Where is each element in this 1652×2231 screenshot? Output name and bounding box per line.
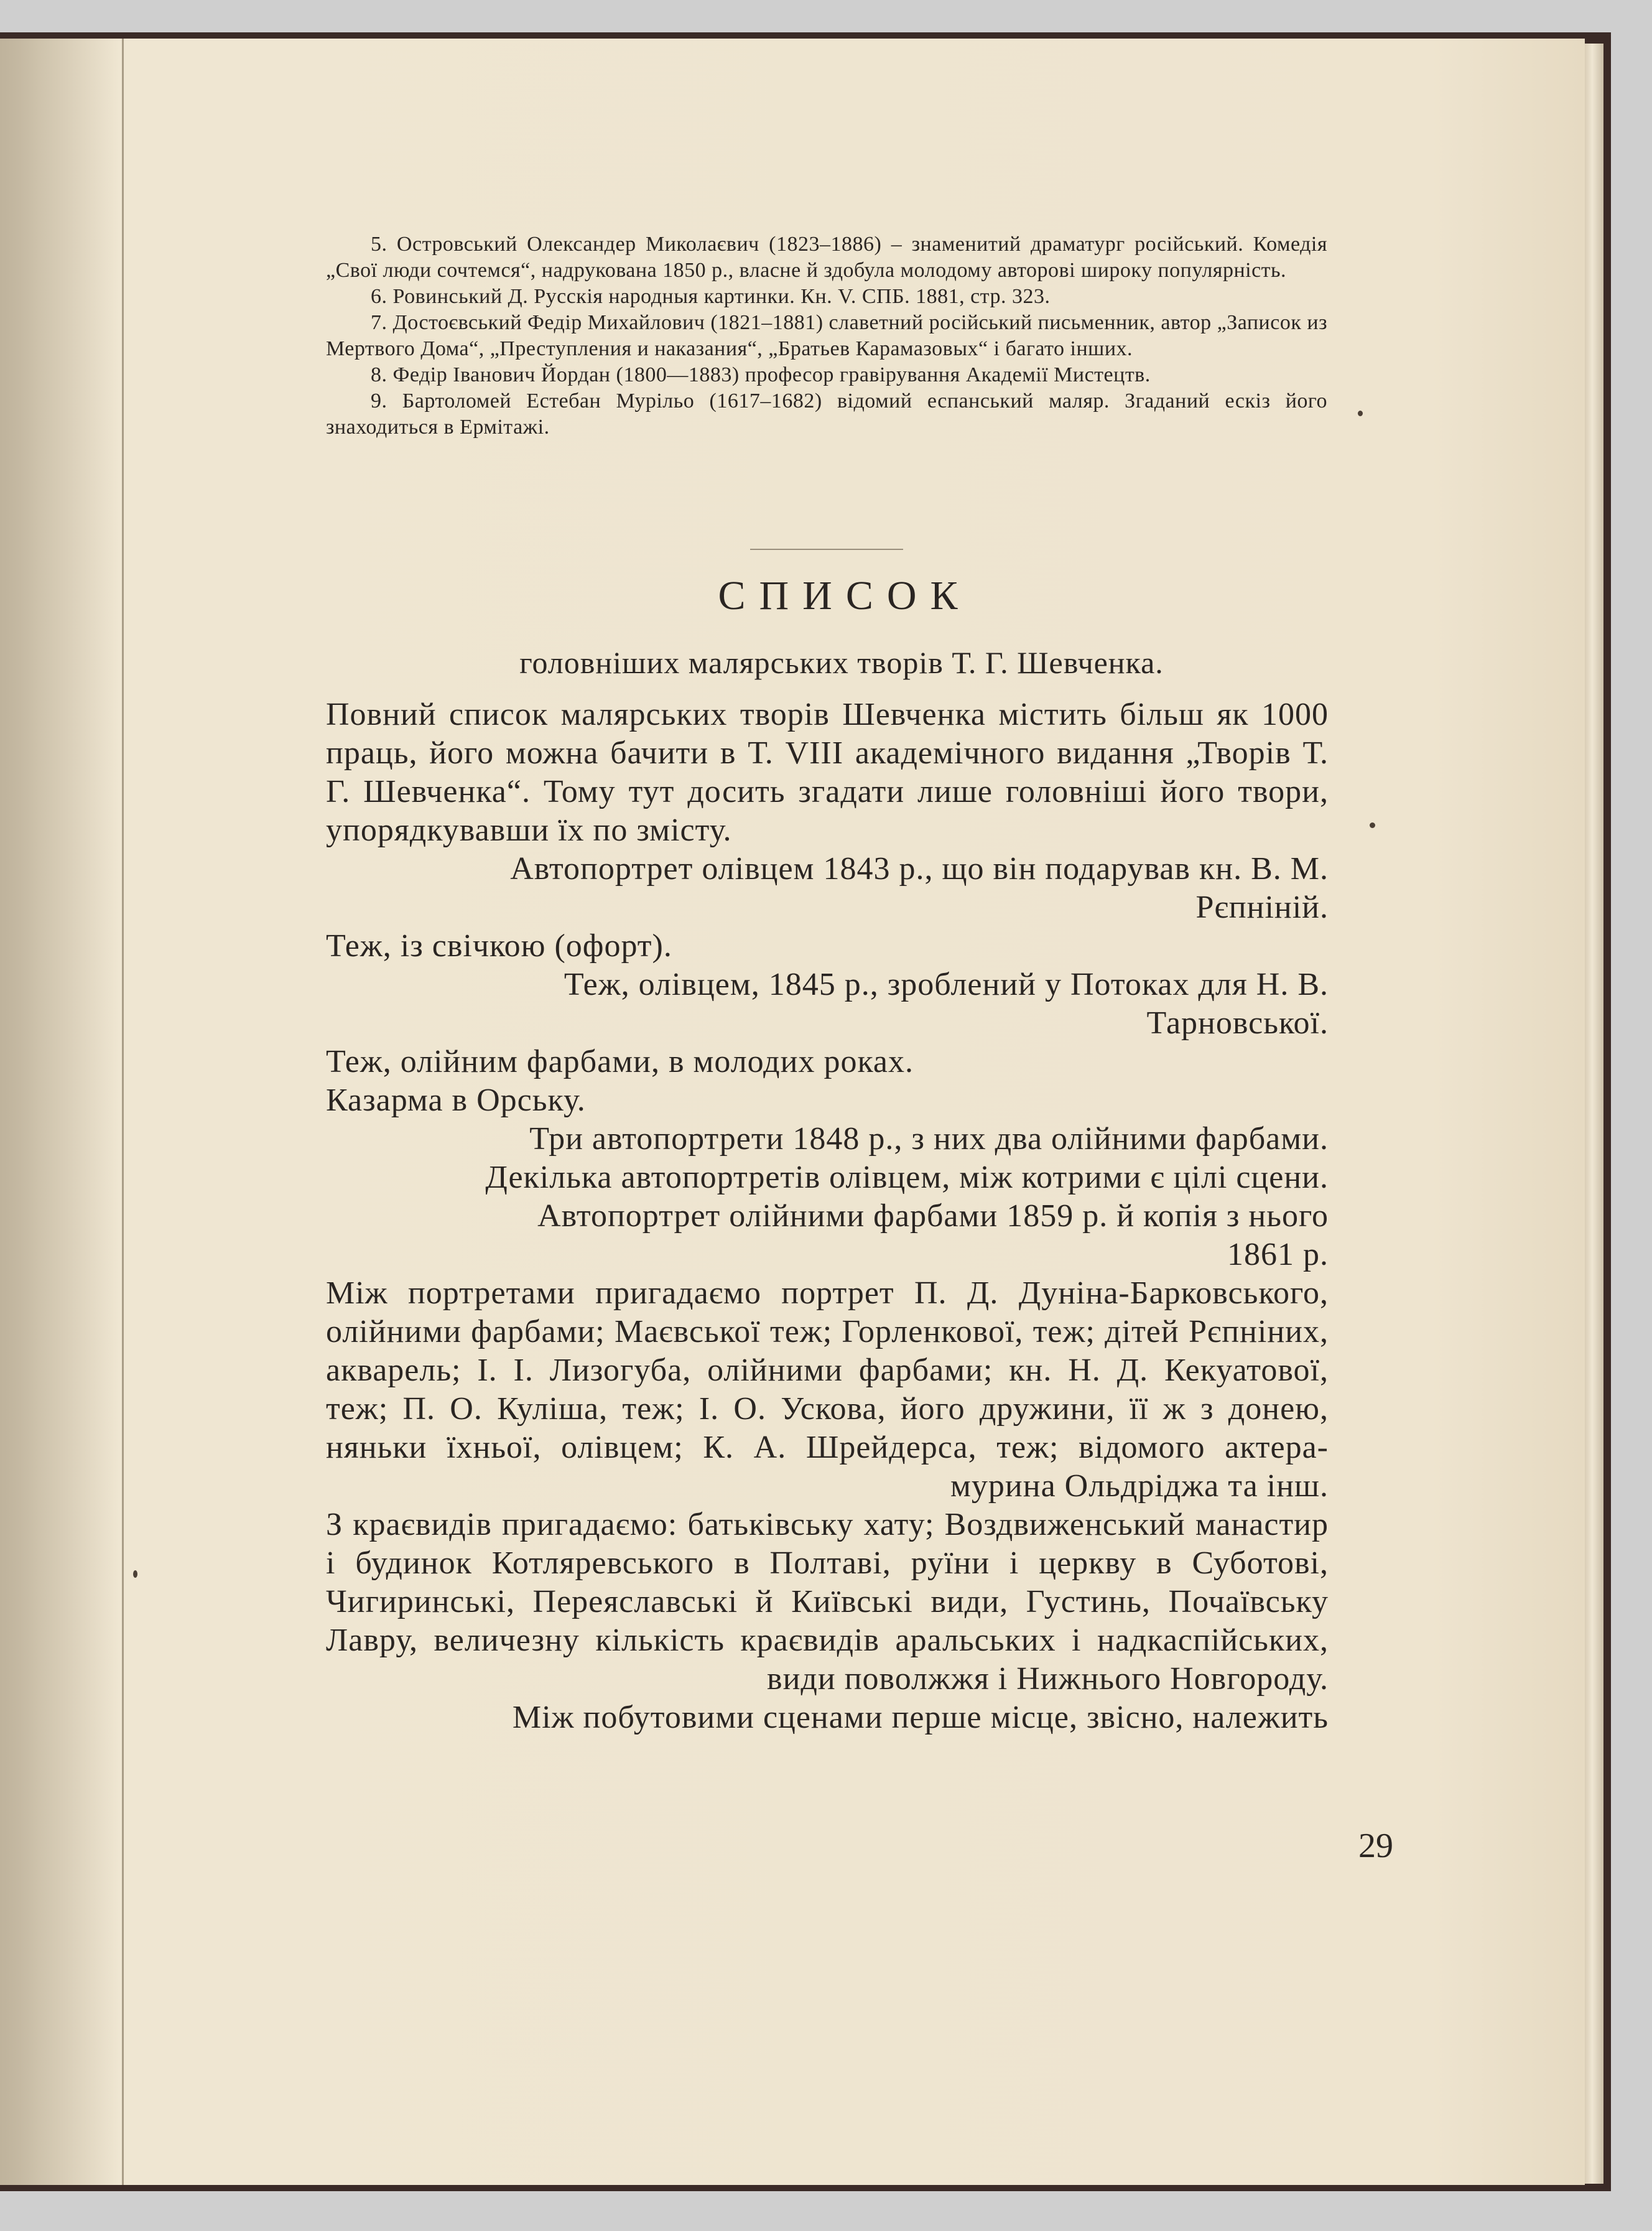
footnotes bbox=[326, 231, 1327, 440]
footnote: 5. Островський Олександер Миколаєвич (1823–1886) – знаменитий драматург російський. Комедія „Свої люди сочтемся“, надрукована 1850 р., власне й здобула молодому авторові широку популярність. bbox=[326, 233, 1328, 282]
list-item: Казарма в Орську. bbox=[326, 1083, 586, 1118]
list-item: Три автопортрети 1848 р., з них два олійними фарбами. bbox=[529, 1121, 1329, 1157]
list-item: Теж, олівцем, 1845 р., зроблений у Потоках для Н. В. bbox=[564, 967, 1329, 1002]
footnote: 7. Достоєвський Федір Михайлович (1821–1881) славетний російський письменник, автор „Записок из Мертвого Дома“, „Преступления и наказания“, „Братьев Карамазовых“ і багато інших. bbox=[326, 311, 1328, 360]
list-item: Автопортрет олівцем 1843 р., що він подарував кн. В. М. bbox=[510, 851, 1329, 887]
list-item: Декілька автопортретів олівцем, між котрими є цілі сцени. bbox=[485, 1160, 1329, 1195]
footnote: 8. Федір Іванович Йордан (1800—1883) професор гравірування Академії Мистецтв. bbox=[371, 363, 1151, 386]
landscapes-paragraph: З краєвидів пригадаємо: батьківську хату; Воздвиженський манастир і будинок Котляревського в Полтаві, руїни і церкву в Суботові, Чигиринські, Переяславські й Київські види, Густинь, Почаївську Лавру, величезну кількість краєвидів аральських і надкаспійських, види поволжжя і Нижнього Новгороду. bbox=[326, 1507, 1329, 1697]
footnote: 9. Бартоломей Естебан Мурільо (1617–1682) відомий еспанський маляр. Згаданий ескіз його знаходиться в Ермітажі. bbox=[326, 389, 1327, 439]
page-gutter-line bbox=[122, 39, 124, 2185]
section-title: СПИСОК bbox=[718, 573, 972, 618]
list-item-continuation: 1861 р. bbox=[1227, 1237, 1329, 1272]
footnote: 6. Ровинський Д. Русскія народныя картинки. Кн. V. СПБ. 1881, стр. 323. bbox=[371, 285, 1051, 308]
book-page-edge bbox=[1585, 44, 1603, 2184]
list-item-continuation: Рєпніній. bbox=[1195, 890, 1329, 925]
list-item: Автопортрет олійними фарбами 1859 р. й копія з нього bbox=[537, 1198, 1329, 1234]
paper-speck bbox=[1358, 411, 1363, 416]
paper-speck bbox=[1370, 822, 1375, 828]
list-item: Теж, із свічкою (офорт). bbox=[326, 928, 672, 964]
body-text bbox=[326, 696, 1329, 1737]
list-item-continuation: Тарновської. bbox=[1146, 1005, 1329, 1041]
list-item: Теж, олійним фарбами, в молодих роках. bbox=[326, 1044, 914, 1079]
genre-scenes-paragraph: Між побутовими сценами перше місце, звісно, належить bbox=[512, 1700, 1329, 1735]
page-number: 29 bbox=[1358, 1827, 1393, 1865]
paper-speck bbox=[133, 1570, 137, 1578]
footnote-separator bbox=[750, 549, 903, 550]
portraits-paragraph: Між портретами пригадаємо портрет П. Д. Дуніна-Барковського, олійними фарбами; Маєвської теж; Горленкової, теж; дітей Рєпніних, акварель; І. І. Лизогуба, олійними фарбами; кн. Н. Д. Кекуатової, теж; П. О. Куліша, теж; І. О. Ускова, його дружини, її ж з донею, няньки їхньої, олівцем; К. А. Шрейдерса, теж; відомого актера-мурина Ольдріджа та інш. bbox=[326, 1275, 1329, 1504]
intro-paragraph: Повний список малярських творів Шевченка містить більш як 1000 праць, його можна бачити в Т. VIII академічного видання „Творів Т. Г. Шевченка“. Тому тут досить згадати лише головніші його твори, упорядкувавши їх по змісту. bbox=[326, 697, 1329, 848]
page-gutter-shadow bbox=[0, 39, 124, 2185]
section-subtitle: головніших малярських творів Т. Г. Шевченка. bbox=[519, 645, 1164, 680]
